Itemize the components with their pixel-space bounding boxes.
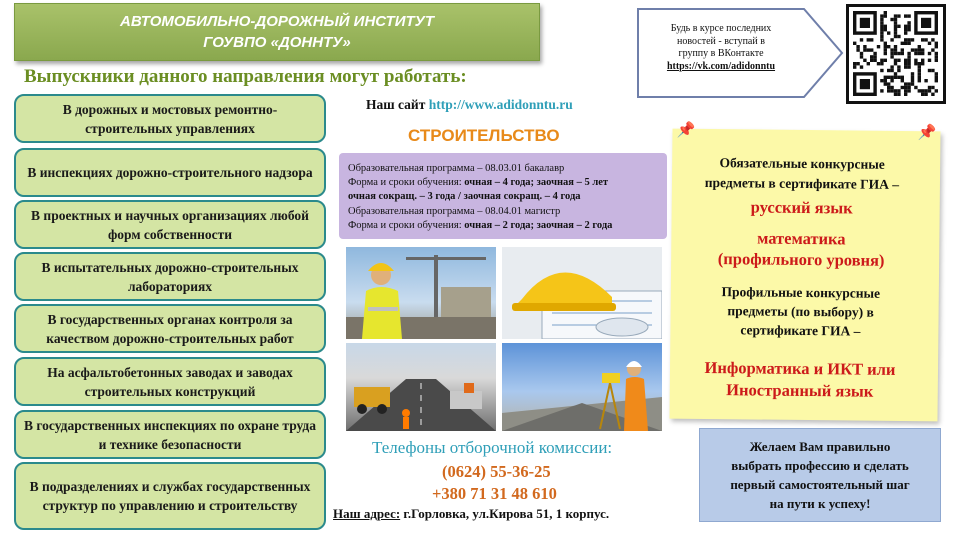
qr-module	[918, 79, 921, 82]
qr-module	[894, 52, 897, 55]
qr-module	[897, 89, 900, 92]
qr-module	[918, 72, 921, 75]
qr-module	[890, 52, 893, 55]
road-works-illustration	[346, 343, 496, 431]
qr-module	[894, 45, 897, 48]
qr-module	[935, 59, 938, 62]
profile-label	[670, 282, 931, 342]
qr-module	[904, 28, 907, 31]
qr-module	[904, 31, 907, 34]
qr-module	[853, 62, 856, 65]
profile-choices	[670, 357, 930, 404]
worker-photo	[346, 247, 496, 339]
graduates-subtitle: Выпускники данного направления могут работать:	[24, 66, 467, 87]
qr-module	[935, 76, 938, 79]
site-line	[366, 97, 573, 113]
qr-module	[911, 72, 914, 75]
qr-module	[901, 86, 904, 89]
qr-module	[884, 79, 887, 82]
qr-module	[897, 35, 900, 38]
master-forms-value: очная – 2 года; заочная – 2 года	[464, 219, 613, 231]
qr-module	[884, 52, 887, 55]
career-item: В государственных органах контроля за качеством дорожно-строительных работ	[14, 304, 326, 353]
qr-module	[935, 42, 938, 45]
qr-module	[877, 62, 880, 65]
program-info-box	[339, 153, 667, 239]
notice-line-1: Будь в курсе последних	[670, 23, 772, 34]
qr-module	[860, 52, 863, 55]
qr-module	[887, 45, 890, 48]
pushpin-icon: 📌	[676, 122, 696, 139]
qr-module	[880, 18, 883, 21]
qr-module	[894, 48, 897, 51]
construction-photo-collage	[346, 247, 662, 431]
qr-module	[894, 21, 897, 24]
phone-number-2[interactable]: +380 71 31 48 610	[432, 484, 557, 503]
qr-module	[863, 48, 866, 51]
mandatory-label	[672, 153, 932, 196]
site-url-link[interactable]: http://www.adidonntu.ru	[428, 97, 573, 112]
surveyor-photo	[502, 343, 662, 431]
qr-module	[880, 31, 883, 34]
qr-module	[897, 25, 900, 28]
wish-box	[699, 428, 941, 522]
qr-module	[887, 89, 890, 92]
qr-module	[904, 38, 907, 41]
qr-module	[884, 76, 887, 79]
qr-module	[894, 76, 897, 79]
qr-code[interactable]	[846, 4, 946, 104]
qr-module	[918, 45, 921, 48]
qr-module	[928, 42, 931, 45]
qr-finder	[921, 18, 931, 28]
math-subject: математика	[757, 228, 846, 249]
qr-module	[887, 76, 890, 79]
qr-module	[887, 86, 890, 89]
qr-module	[897, 69, 900, 72]
qr-module	[867, 48, 870, 51]
qr-module	[856, 45, 859, 48]
qr-module	[890, 38, 893, 41]
qr-module	[921, 62, 924, 65]
bachelor-forms	[348, 176, 661, 190]
qr-module	[890, 89, 893, 92]
qr-module	[890, 69, 893, 72]
qr-module	[935, 55, 938, 58]
worker-illustration	[346, 247, 496, 339]
profile-choice-2: Иностранный язык	[726, 380, 874, 401]
qr-module	[884, 48, 887, 51]
phone-number-1[interactable]: (0624) 55-36-25	[442, 462, 551, 481]
qr-module	[904, 65, 907, 68]
qr-module	[904, 89, 907, 92]
qr-module	[911, 76, 914, 79]
wish-line-4: на пути к успеху!	[769, 496, 871, 511]
address-line	[333, 506, 609, 522]
career-item: На асфальтобетонных заводах и заводах строительных конструкций	[14, 357, 326, 406]
qr-module	[894, 18, 897, 21]
profile-label-line-1: Профильные конкурсные	[721, 284, 881, 301]
qr-module	[884, 82, 887, 85]
qr-module	[914, 59, 917, 62]
qr-module	[907, 89, 910, 92]
qr-module	[897, 52, 900, 55]
qr-module	[873, 55, 876, 58]
qr-module	[860, 65, 863, 68]
qr-module	[870, 55, 873, 58]
qr-module	[907, 62, 910, 65]
qr-module	[870, 59, 873, 62]
qr-module	[907, 52, 910, 55]
qr-module	[890, 55, 893, 58]
qr-module	[921, 38, 924, 41]
qr-module	[935, 79, 938, 82]
qr-module	[887, 31, 890, 34]
road-works-photo	[346, 343, 496, 431]
qr-module	[904, 62, 907, 65]
qr-module	[890, 65, 893, 68]
exam-subjects-note	[669, 122, 940, 422]
master-program: Образовательная программа – 08.04.01 магистр	[348, 205, 561, 217]
qr-module	[924, 89, 927, 92]
helmet-blueprint-illustration	[502, 247, 662, 339]
qr-module	[880, 14, 883, 17]
notice-line-3: группу в ВКонтакте	[678, 48, 764, 59]
qr-module	[860, 38, 863, 41]
math-level: (профильного уровня)	[717, 249, 885, 270]
qr-module	[901, 48, 904, 51]
qr-module	[918, 52, 921, 55]
mandatory-label-line-1: Обязательные конкурсные	[719, 155, 885, 172]
career-item: В проектных и научных организациях любой форм собственности	[14, 200, 326, 249]
qr-module	[911, 48, 914, 51]
qr-module	[890, 48, 893, 51]
qr-module	[894, 28, 897, 31]
qr-module	[890, 86, 893, 89]
qr-module	[873, 52, 876, 55]
qr-module	[928, 52, 931, 55]
qr-module	[918, 62, 921, 65]
qr-module	[907, 21, 910, 24]
qr-module	[907, 25, 910, 28]
site-label: Наш сайт	[366, 97, 426, 112]
master-forms	[348, 219, 661, 233]
wish-line-3: первый самостоятельный шаг	[730, 477, 910, 492]
qr-module	[921, 59, 924, 62]
qr-code-pattern	[849, 7, 943, 101]
qr-module	[894, 89, 897, 92]
qr-module	[894, 31, 897, 34]
qr-module	[914, 52, 917, 55]
qr-module	[877, 45, 880, 48]
qr-module	[860, 55, 863, 58]
qr-module	[921, 48, 924, 51]
qr-module	[880, 69, 883, 72]
qr-module	[907, 42, 910, 45]
qr-module	[911, 38, 914, 41]
profile-label-line-3: сертификате ГИА –	[740, 322, 861, 339]
qr-module	[904, 14, 907, 17]
master-forms-label: Форма и сроки обучения:	[348, 219, 462, 231]
qr-module	[870, 48, 873, 51]
qr-module	[880, 35, 883, 38]
career-item: В подразделениях и службах государственных структур по управлению и строительству	[14, 462, 326, 530]
qr-module	[880, 25, 883, 28]
bachelor-forms-label: Форма и сроки обучения:	[348, 177, 462, 189]
qr-module	[887, 82, 890, 85]
qr-module	[914, 48, 917, 51]
qr-module	[867, 38, 870, 41]
qr-module	[931, 93, 934, 96]
qr-module	[914, 86, 917, 89]
qr-module	[897, 59, 900, 62]
qr-module	[897, 93, 900, 96]
qr-module	[880, 59, 883, 62]
qr-module	[863, 45, 866, 48]
career-item: В дорожных и мостовых ремонтно-строительных управлениях	[14, 94, 326, 143]
qr-module	[918, 69, 921, 72]
qr-module	[880, 79, 883, 82]
qr-module	[911, 82, 914, 85]
qr-module	[931, 86, 934, 89]
qr-module	[904, 93, 907, 96]
vk-group-link[interactable]: https://vk.com/adidonntu	[666, 60, 776, 72]
qr-module	[907, 14, 910, 17]
qr-module	[894, 72, 897, 75]
direction-title: СТРОИТЕЛЬСТВО	[408, 126, 560, 145]
qr-module	[935, 52, 938, 55]
qr-module	[928, 59, 931, 62]
mandatory-label-line-2: предметы в сертификате ГИА –	[704, 174, 900, 192]
profile-choice-1: Информатика и ИКТ или	[704, 357, 896, 379]
qr-module	[894, 14, 897, 17]
qr-module	[904, 59, 907, 62]
qr-module	[863, 59, 866, 62]
qr-module	[935, 89, 938, 92]
qr-module	[880, 89, 883, 92]
wish-line-1: Желаем Вам правильно	[749, 439, 891, 454]
qr-module	[901, 42, 904, 45]
qr-module	[928, 89, 931, 92]
qr-module	[890, 76, 893, 79]
qr-module	[907, 65, 910, 68]
qr-module	[884, 14, 887, 17]
qr-module	[894, 25, 897, 28]
qr-module	[924, 93, 927, 96]
profile-label-line-2: предметы (по выбору) в	[727, 303, 874, 320]
pushpin-icon: 📌	[917, 125, 937, 142]
qr-module	[904, 86, 907, 89]
header-line-2: ГОУВПО «ДОННТУ»	[203, 34, 351, 51]
qr-module	[907, 86, 910, 89]
qr-module	[924, 79, 927, 82]
qr-module	[904, 42, 907, 45]
qr-module	[901, 52, 904, 55]
qr-module	[884, 25, 887, 28]
qr-module	[935, 45, 938, 48]
career-item: В инспекциях дорожно-строительного надзора	[14, 148, 326, 197]
qr-module	[894, 93, 897, 96]
qr-finder	[860, 18, 870, 28]
qr-module	[914, 62, 917, 65]
bachelor-forms-value-2: очная сокращ. – 3 года / заочная сокращ. – 4 года	[348, 191, 581, 203]
qr-module	[873, 59, 876, 62]
qr-module	[928, 69, 931, 72]
mandatory-subject-2	[671, 227, 931, 272]
qr-module	[907, 28, 910, 31]
qr-module	[901, 76, 904, 79]
wish-line-2: выбрать профессию и сделать	[731, 458, 909, 473]
qr-module	[921, 52, 924, 55]
qr-module	[911, 79, 914, 82]
qr-module	[870, 38, 873, 41]
qr-module	[918, 48, 921, 51]
career-item: В государственных инспекциях по охране труда и технике безопасности	[14, 410, 326, 459]
qr-module	[904, 82, 907, 85]
qr-module	[907, 38, 910, 41]
career-item: В испытательных дорожно-строительных лабораториях	[14, 252, 326, 301]
qr-module	[884, 11, 887, 14]
qr-module	[918, 89, 921, 92]
qr-finder	[860, 79, 870, 89]
qr-module	[880, 38, 883, 41]
qr-module	[867, 62, 870, 65]
header-line-1: АВТОМОБИЛЬНО-ДОРОЖНЫЙ ИНСТИТУТ	[120, 13, 434, 30]
qr-module	[897, 65, 900, 68]
qr-module	[924, 38, 927, 41]
qr-module	[856, 48, 859, 51]
qr-module	[890, 18, 893, 21]
qr-module	[921, 93, 924, 96]
qr-module	[880, 28, 883, 31]
qr-module	[928, 86, 931, 89]
qr-module	[901, 79, 904, 82]
qr-module	[907, 82, 910, 85]
surveyor-illustration	[502, 343, 662, 431]
qr-module	[931, 38, 934, 41]
qr-module	[921, 89, 924, 92]
qr-module	[853, 42, 856, 45]
qr-module	[894, 35, 897, 38]
qr-module	[897, 14, 900, 17]
address-value: г.Горловка, ул.Кирова 51, 1 корпус.	[403, 506, 610, 521]
qr-module	[931, 69, 934, 72]
qr-module	[856, 62, 859, 65]
qr-module	[884, 59, 887, 62]
qr-module	[907, 55, 910, 58]
qr-module	[897, 76, 900, 79]
phones-title: Телефоны отборочной комиссии:	[372, 438, 613, 457]
vk-notice	[646, 23, 796, 73]
qr-module	[935, 72, 938, 75]
qr-module	[904, 25, 907, 28]
bachelor-program: Образовательная программа – 08.03.01 бакалавр	[348, 163, 565, 174]
qr-module	[918, 65, 921, 68]
qr-module	[890, 79, 893, 82]
qr-module	[918, 76, 921, 79]
qr-module	[887, 69, 890, 72]
qr-module	[884, 28, 887, 31]
qr-module	[853, 65, 856, 68]
address-label: Наш адрес:	[333, 506, 401, 521]
qr-module	[894, 62, 897, 65]
mandatory-subject-1: русский язык	[750, 197, 853, 218]
qr-module	[907, 59, 910, 62]
bachelor-forms-value-1: очная – 4 года; заочная – 5 лет	[464, 177, 609, 189]
notice-line-2: новостей - вступай в	[677, 35, 765, 47]
qr-module	[884, 42, 887, 45]
qr-module	[880, 62, 883, 65]
qr-module	[931, 48, 934, 51]
helmet-blueprint-photo	[502, 247, 662, 339]
qr-module	[880, 21, 883, 24]
qr-module	[884, 45, 887, 48]
institute-header	[14, 3, 540, 61]
qr-module	[894, 59, 897, 62]
